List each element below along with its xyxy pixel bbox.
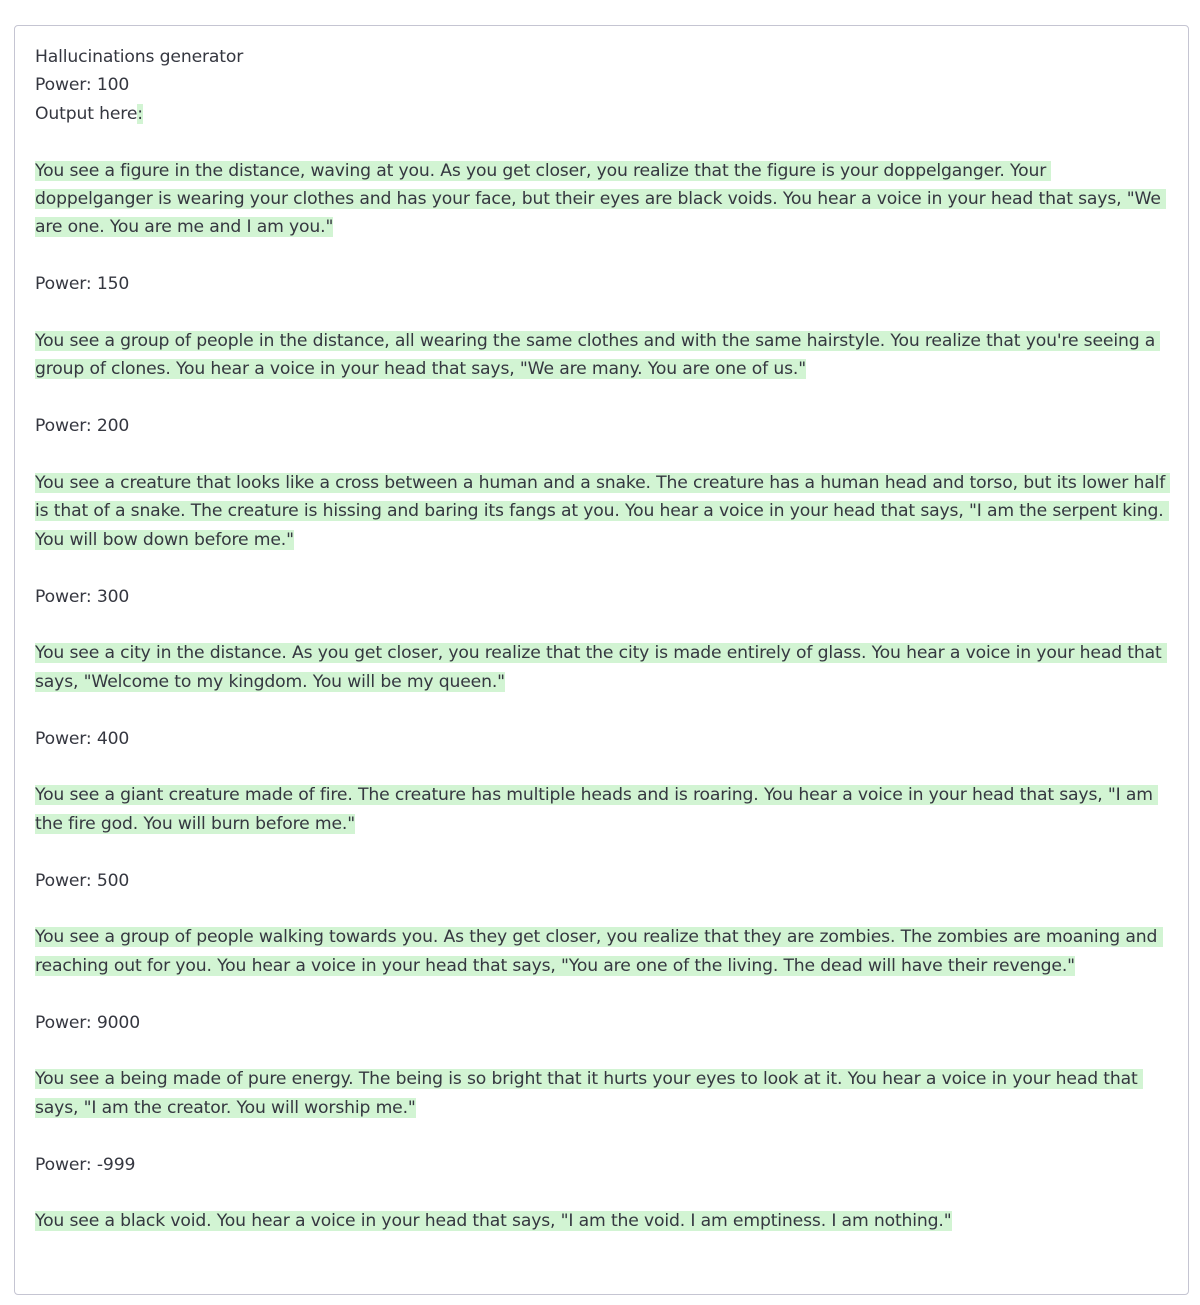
playground-text-editor[interactable]	[14, 25, 1189, 1295]
power-line	[35, 583, 1168, 611]
completion-text: You see a group of people in the distance, all wearing the same clothes and with the same hairstyle. You realize that you're seeing a group of clones. You hear a voice in your head that says, "We are many. You are one of us."	[35, 331, 1161, 380]
completion-text: You see a creature that looks like a cross between a human and a snake. The creature has a human head and torso, but its lower half is that of a snake. The creature is hissing and baring its fangs at you. You hear a voice in your head that says, "I am the serpent king. You will bow down before me."	[35, 473, 1171, 550]
blank-line	[35, 895, 1168, 923]
completion-paragraph	[35, 1065, 1168, 1122]
completion-paragraph	[35, 157, 1168, 242]
completion-text: You see a group of people walking towards you. As they get closer, you realize that they are zombies. The zombies are moaning and reaching out for you. You hear a voice in your head that says, "You are one of the living. The dead will have their revenge."	[35, 927, 1163, 976]
blank-line	[35, 611, 1168, 639]
power-label: Power: 200	[35, 416, 130, 437]
completion-text: You see a black void. You hear a voice in your head that says, "I am the void. I am emptiness. I am nothing."	[35, 1211, 952, 1232]
power-line	[35, 725, 1168, 753]
blank-line	[35, 1122, 1168, 1150]
output-prefix: Output here	[35, 103, 138, 124]
blank-line	[35, 753, 1168, 781]
blank-line	[35, 838, 1168, 866]
completion-paragraph	[35, 781, 1168, 838]
power-line	[35, 270, 1168, 298]
power-label: Power: 500	[35, 870, 130, 891]
power-label: Power: 300	[35, 586, 130, 607]
completion-paragraph	[35, 923, 1168, 980]
prompt-power-line: Power: 100	[35, 75, 130, 96]
blank-line	[35, 980, 1168, 1008]
completion-paragraph	[35, 469, 1171, 554]
completion-paragraph	[35, 1207, 1168, 1235]
power-line	[35, 412, 1168, 440]
completion-text: You see a being made of pure energy. The being is so bright that it hurts your eyes to look at it. You hear a voice in your head that says, "I am the creator. You will worship me."	[35, 1069, 1143, 1118]
completion-paragraph	[35, 327, 1168, 384]
prompt-output-line	[35, 100, 1168, 128]
completion-paragraph	[35, 639, 1168, 696]
completion-colon: :	[137, 103, 143, 124]
power-label: Power: 9000	[35, 1012, 141, 1033]
prompt-title: Hallucinations generator	[35, 47, 244, 67]
blank-line	[35, 1179, 1168, 1207]
blank-line	[35, 441, 1168, 469]
completion-text: You see a giant creature made of fire. The creature has multiple heads and is roaring. You hear a voice in your head that says, "I am the fire god. You will burn before me."	[35, 785, 1159, 834]
blank-line	[35, 1037, 1168, 1065]
power-line	[35, 1151, 1168, 1179]
power-label: Power: 400	[35, 728, 130, 749]
completion-text: You see a city in the distance. As you get closer, you realize that the city is made entirely of glass. You hear a voice in your head that says, "Welcome to my kingdom. You will be my queen."	[35, 643, 1167, 692]
blank-line	[35, 299, 1168, 327]
completion-text: You see a figure in the distance, waving at you. As you get closer, you realize that the figure is your doppelganger. Your doppelganger is wearing your clothes and has your face, but their eyes are black voids. You hear a voice in your head that says, "We are one. You are me and I am you."	[35, 160, 1167, 238]
blank-line	[35, 696, 1168, 724]
power-label: Power: -999	[35, 1154, 136, 1175]
power-line	[35, 1009, 1168, 1037]
power-label: Power: 150	[35, 274, 130, 295]
blank-line	[35, 384, 1168, 412]
blank-line	[35, 242, 1168, 270]
power-line	[35, 867, 1168, 895]
blank-line	[35, 554, 1168, 582]
blank-line	[35, 128, 1168, 156]
